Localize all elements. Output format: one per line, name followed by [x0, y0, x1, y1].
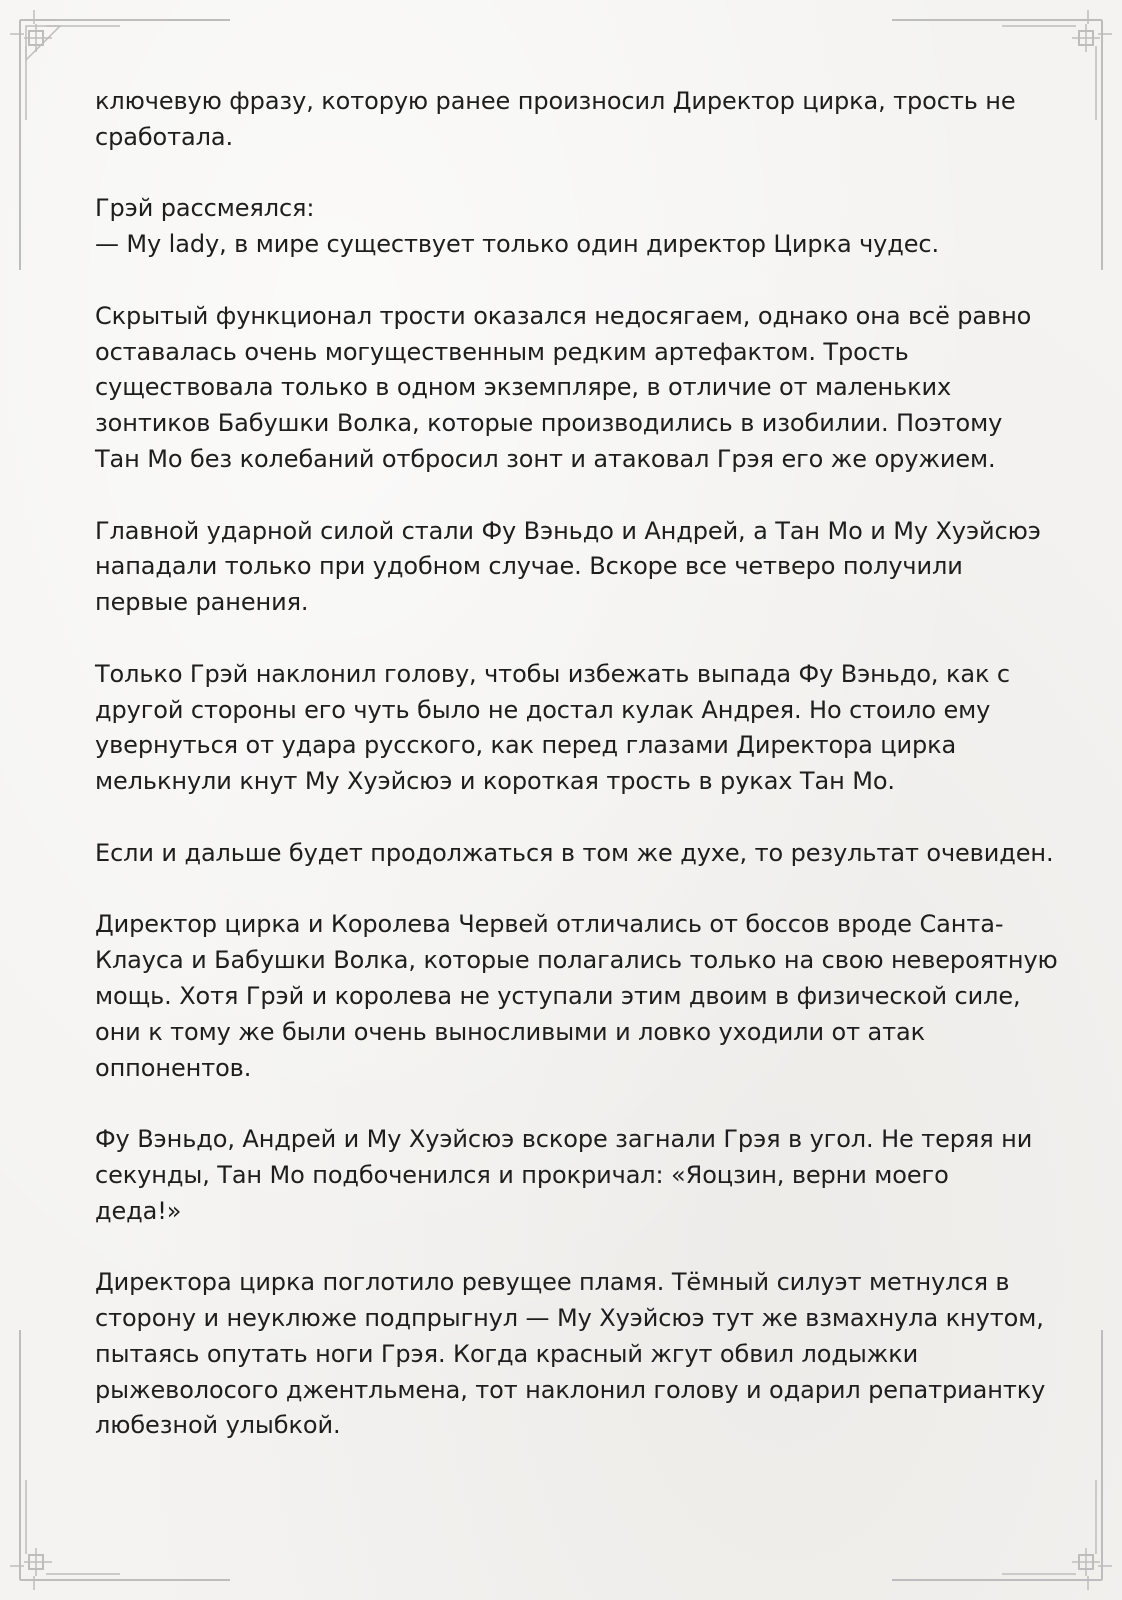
paragraph: [95, 1265, 1046, 1444]
text-line: зонтиков Бабушки Волка, которые производились в изобилии. Поэтому: [95, 409, 1003, 438]
paragraph: [95, 191, 1035, 263]
text-line: Грэй рассмеялся:: [95, 194, 315, 223]
text-line: мощь. Хотя Грэй и королева не уступали этим двоим в физической силе,: [95, 981, 1021, 1010]
text-line: пытаясь опутать ноги Грэя. Когда красный жгут обвил лодыжки: [95, 1339, 919, 1368]
chapter-text: [95, 84, 1058, 1480]
text-line: Главной ударной силой стали Фу Вэньдо и Андрей, а Тан Мо и Му Хуэйсюэ: [95, 516, 1041, 545]
text-line: увернуться от удара русского, как перед глазами Директора цирка: [95, 731, 957, 760]
paragraph: [95, 1122, 1035, 1229]
paragraph: [95, 907, 1058, 1086]
text-line: деда!»: [95, 1196, 182, 1225]
text-line: сработала.: [95, 122, 233, 151]
text-line: Клауса и Бабушки Волка, которые полагались только на свою невероятную: [95, 946, 1058, 975]
text-line: мелькнули кнут Му Хуэйсюэ и короткая трость в руках Тан Мо.: [95, 767, 895, 796]
paragraph: [95, 299, 1035, 478]
text-line: любезной улыбкой.: [95, 1411, 341, 1440]
text-line: сторону и неуклюже подпрыгнул — Му Хуэйсюэ тут же взмахнула кнутом,: [95, 1304, 1044, 1333]
text-line: Скрытый функционал трости оказался недосягаем, однако она всё равно: [95, 301, 1032, 330]
text-line: Фу Вэньдо, Андрей и Му Хуэйсюэ вскоре загнали Грэя в угол. Не теряя ни: [95, 1125, 1033, 1154]
text-line: — My lady, в мире существует только один директор Цирка чудес.: [95, 230, 940, 259]
text-line: Только Грэй наклонил голову, чтобы избежать выпада Фу Вэньдо, как с: [95, 659, 1010, 688]
text-line: другой стороны его чуть было не достал кулак Андрея. Но стоило ему: [95, 695, 991, 724]
paragraph: [95, 836, 1054, 872]
text-line: ключевую фразу, которую ранее произносил Директор цирка, трость не: [95, 87, 1016, 115]
text-line: они к тому же были очень выносливыми и ловко уходили от атак: [95, 1017, 926, 1046]
text-line: Директор цирка и Королева Червей отличались от боссов вроде Санта-: [95, 910, 1004, 939]
text-line: секунды, Тан Мо подбоченился и прокричал: «Яоцзин, верни моего: [95, 1160, 949, 1189]
paragraph: [95, 84, 1035, 156]
paragraph: [95, 514, 1041, 621]
text-line: существовала только в одном экземпляре, в отличие от маленьких: [95, 373, 952, 402]
text-line: Тан Мо без колебаний отбросил зонт и атаковал Грэя его же оружием.: [95, 444, 996, 473]
paragraph: [95, 657, 1035, 800]
text-line: нападали только при удобном случае. Вскоре все четверо получили: [95, 552, 963, 581]
text-line: Директора цирка поглотило ревущее пламя. Тёмный силуэт метнулся в: [95, 1268, 1010, 1297]
text-line: Если и дальше будет продолжаться в том же духе, то результат очевиден.: [95, 838, 1054, 867]
text-line: оставалась очень могущественным редким артефактом. Трость: [95, 337, 909, 366]
text-line: первые ранения.: [95, 588, 309, 617]
text-line: рыжеволосого джентльмена, тот наклонил голову и одарил репатриантку: [95, 1375, 1046, 1404]
text-line: оппонентов.: [95, 1053, 252, 1082]
